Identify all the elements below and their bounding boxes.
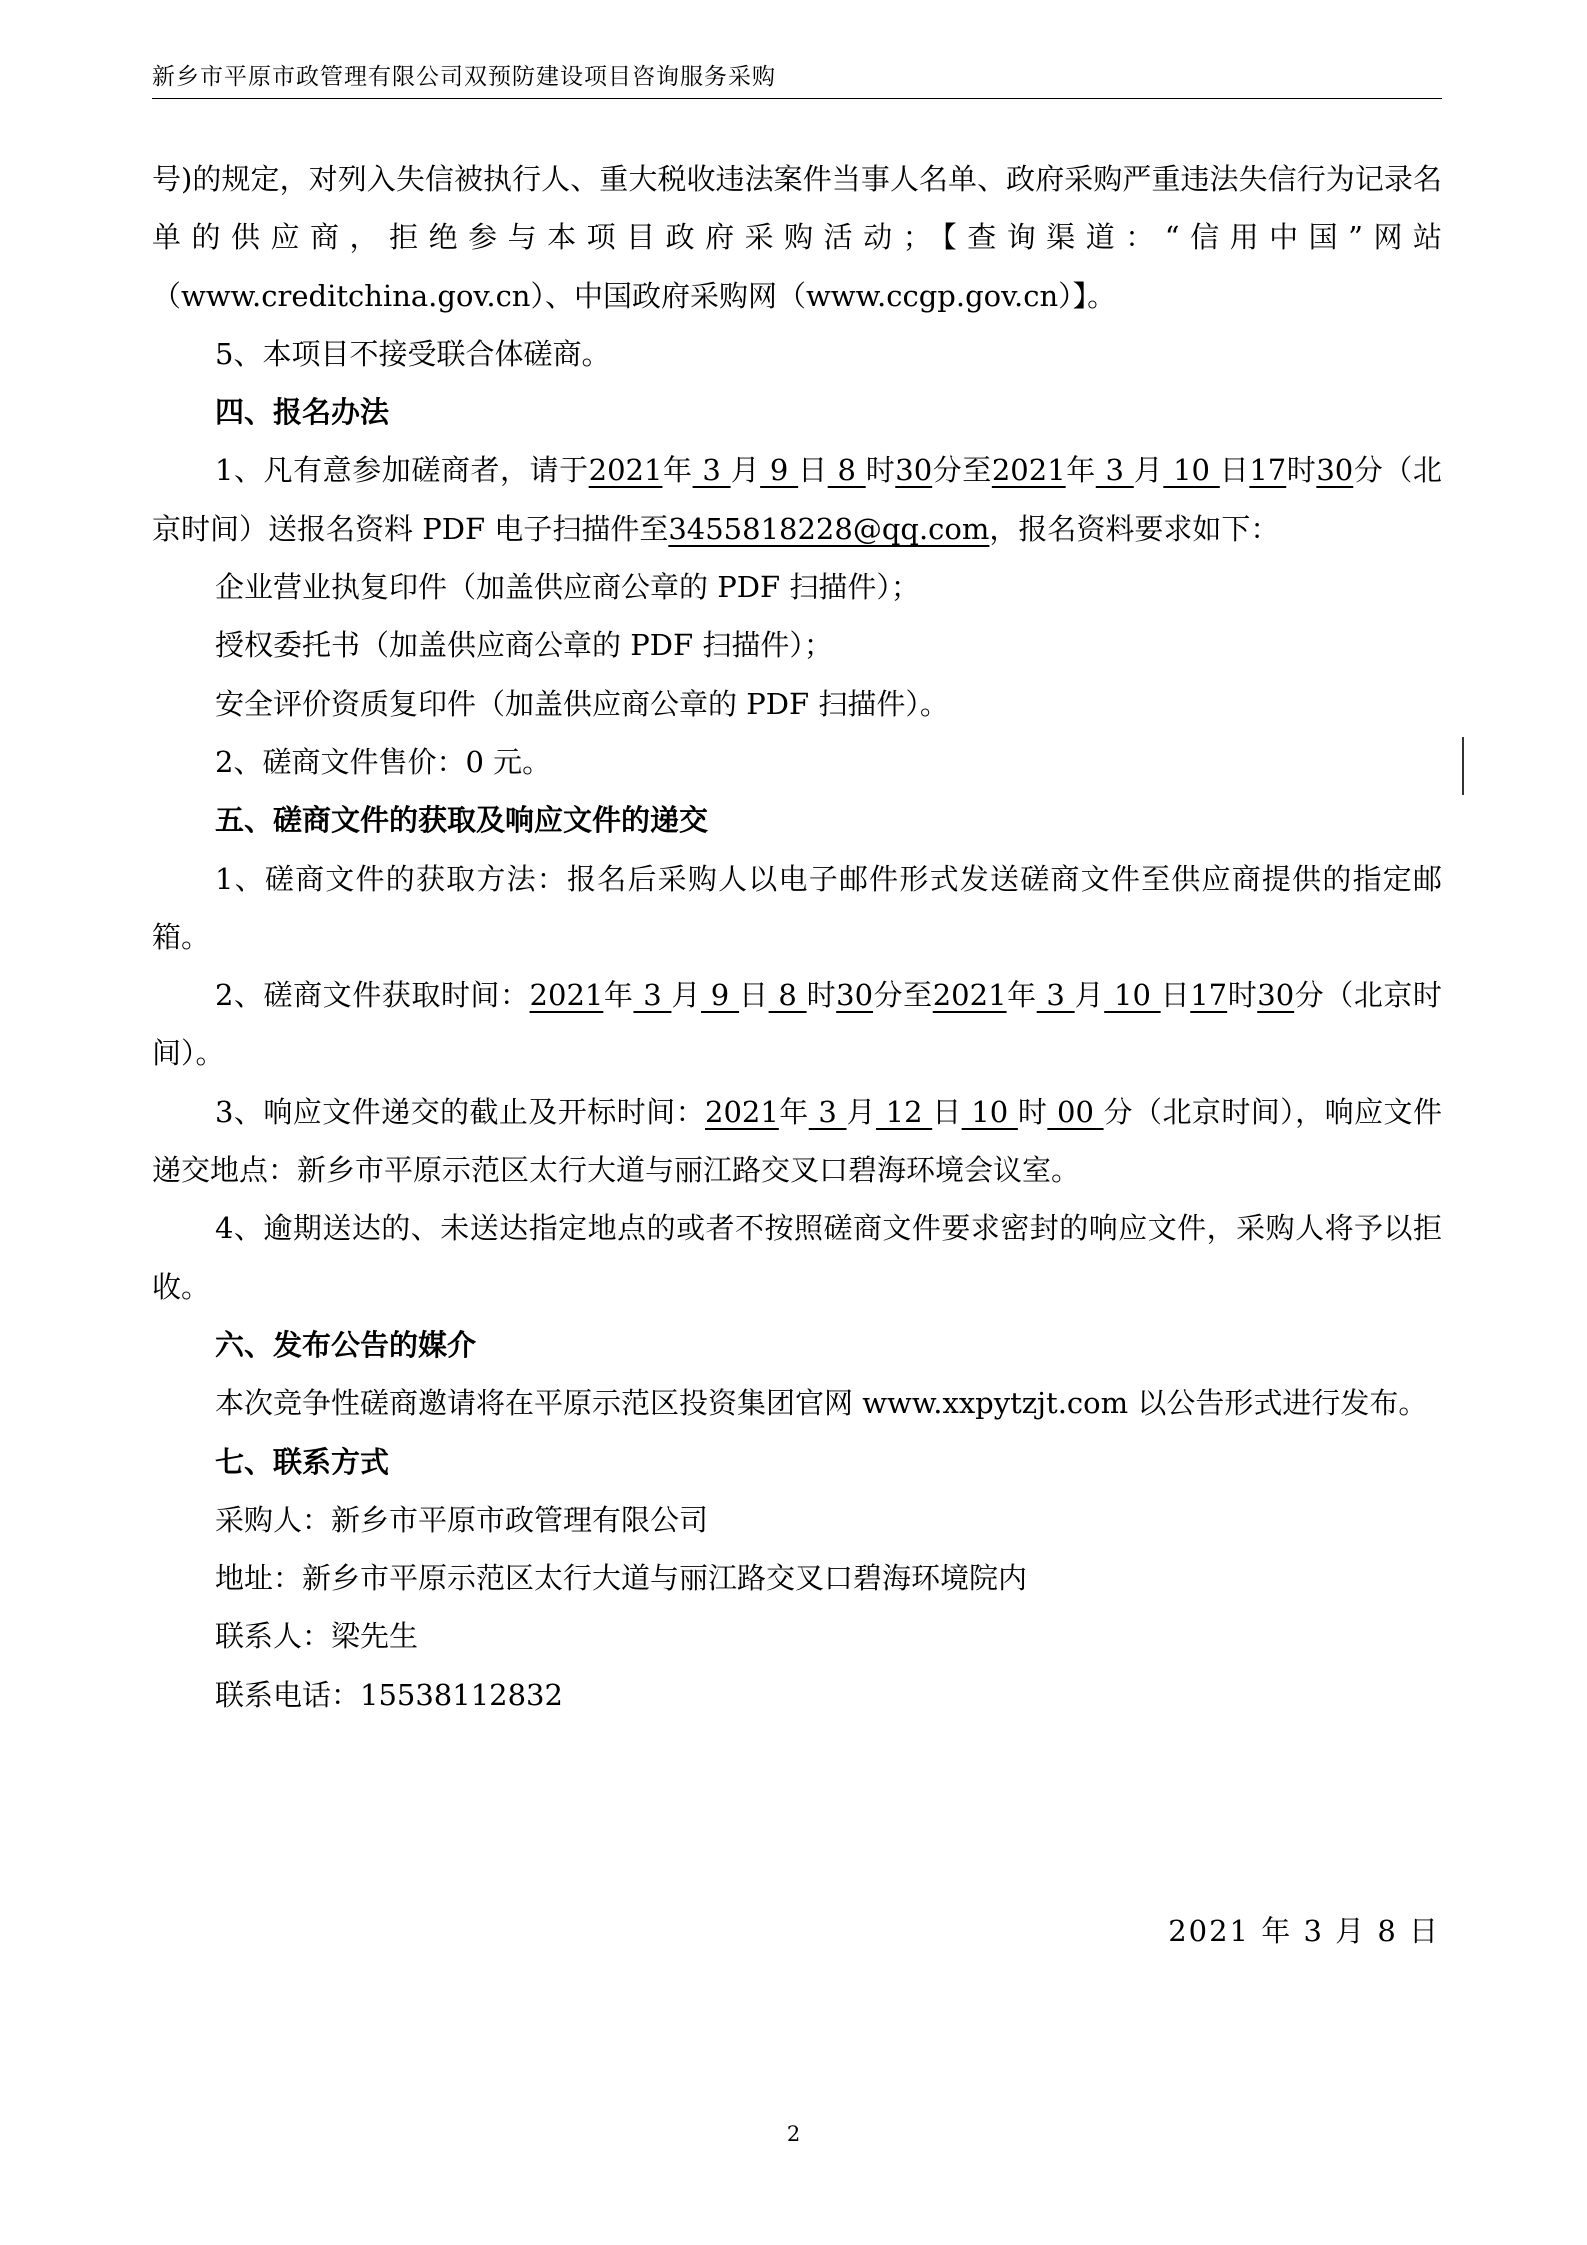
section-6-publication: 本次竞争性磋商邀请将在平原示范区投资集团官网 www.xxpytzjt.com 以公告形式进行发布。 [215, 1386, 1428, 1421]
section-4-heading: 四、报名办法 [215, 395, 390, 430]
section-5-method: 1、磋商文件的获取方法：报名后采购人以电子邮件形式发送磋商文件至供应商提供的指定邮箱。 [152, 861, 1442, 954]
section-7-heading: 七、联系方式 [215, 1444, 390, 1479]
section-5-rejection: 4、逾期送达的、未送达指定地点的或者不按照磋商文件要求密封的响应文件，采购人将予以拒收。 [152, 1211, 1442, 1304]
section-5-heading: 五、磋商文件的获取及响应文件的递交 [215, 803, 709, 838]
section-4-price: 2、磋商文件售价：0 元。 [215, 744, 552, 779]
section-4-registration-paragraph: 1、凡有意参加磋商者，请于2021年 3 月 9 日 8 时30分至2021年 3 月 10 日17时30分（北京时间）送报名资料 PDF 电子扫描件至3455818228@qq.com，报名资料要求如下： [152, 453, 1442, 546]
document-body [152, 150, 1442, 1724]
section-5-deadline: 3、响应文件递交的截止及开标时间：2021年 3 月 12 日 10 时 00 分（北京时间），响应文件递交地点：新乡市平原示范区太行大道与丽江路交叉口碧海环境会议室。 [152, 1094, 1442, 1188]
requirement-business-license: 企业营业执复印件（加盖供应商公章的 PDF 扫描件）； [215, 570, 920, 605]
section-6-heading: 六、发布公告的媒介 [215, 1327, 477, 1362]
contact-address: 地址：新乡市平原示范区太行大道与丽江路交叉口碧海环境院内 [215, 1561, 1028, 1596]
document-date: 2021 年 3 月 8 日 [1168, 1914, 1440, 1948]
header-divider [152, 98, 1442, 99]
page-header: 新乡市平原市政管理有限公司双预防建设项目咨询服务采购 [152, 64, 776, 90]
registration-email-link[interactable]: 3455818228@qq.com [668, 511, 990, 546]
contact-person: 联系人：梁先生 [215, 1619, 419, 1654]
intro-paragraph: 号)的规定，对列入失信被执行人、重大税收违法案件当事人名单、政府采购严重违法失信行为记录名单的供应商，拒绝参与本项目政府采购活动；【查询渠道：“信用中国”网站（www.creditchina.gov.cn）、中国政府采购网（www.ccgp.gov.cn）】。 [152, 162, 1442, 313]
page-number: 2 [786, 2122, 801, 2146]
requirement-authorization: 授权委托书（加盖供应商公章的 PDF 扫描件）； [215, 628, 833, 663]
intro-item-5: 5、本项目不接受联合体磋商。 [215, 336, 611, 371]
requirement-safety-qualification: 安全评价资质复印件（加盖供应商公章的 PDF 扫描件）。 [215, 686, 949, 721]
section-5-time: 2、磋商文件获取时间：2021年 3 月 9 日 8 时30分至2021年 3 月 10 日17时30分（北京时间）。 [152, 978, 1442, 1071]
contact-phone: 联系电话：15538112832 [215, 1677, 563, 1712]
contact-purchaser: 采购人：新乡市平原市政管理有限公司 [215, 1502, 709, 1537]
text-cursor-marker [1462, 737, 1464, 795]
